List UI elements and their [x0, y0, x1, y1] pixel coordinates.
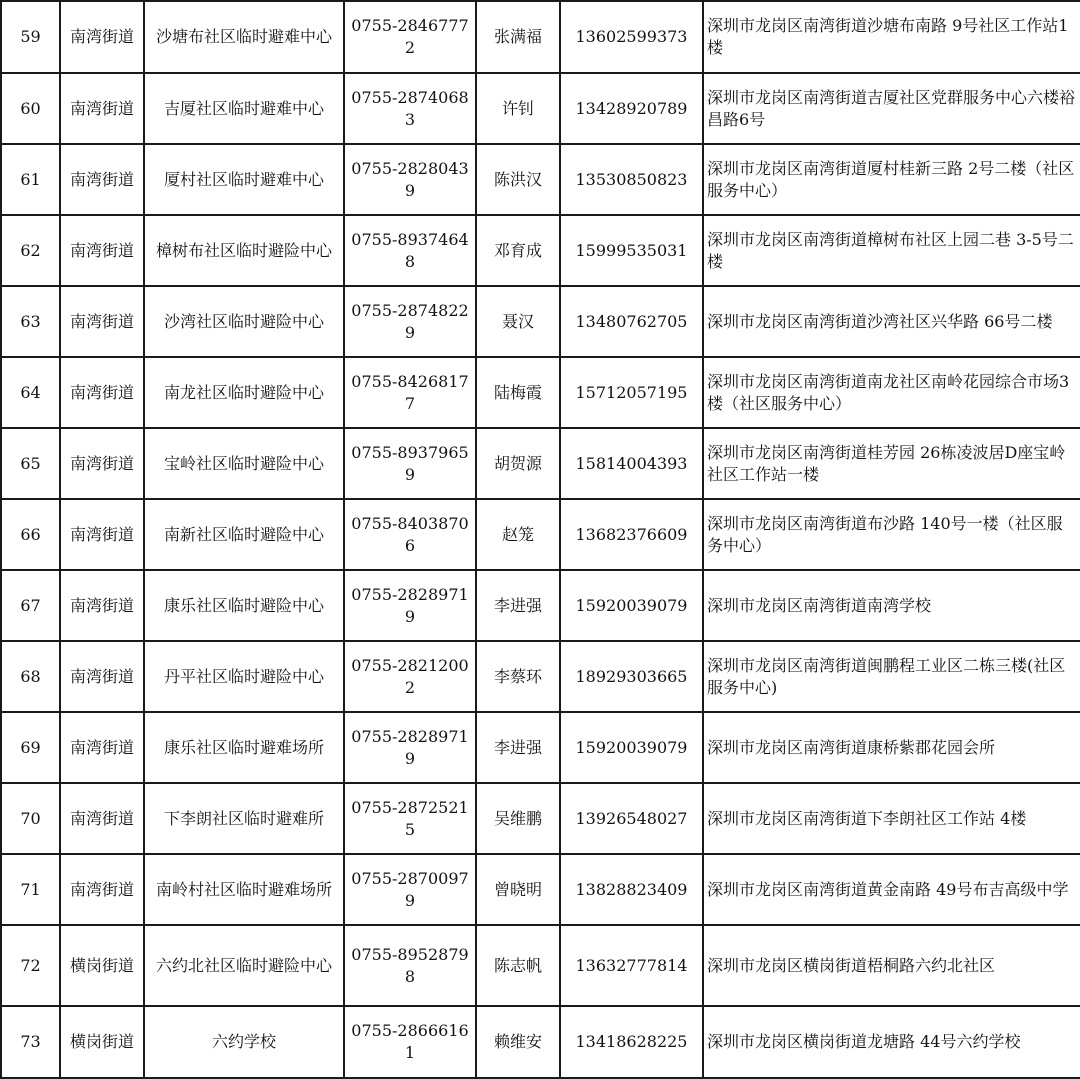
table-row	[1, 925, 1080, 1006]
mobile-phone-cell: 15712057195	[560, 357, 703, 428]
office-phone-cell: 0755-84268177	[344, 357, 476, 428]
office-phone-cell: 0755-28740683	[344, 73, 476, 144]
street-name-cell: 南湾街道	[60, 428, 144, 499]
shelter-name-cell: 南新社区临时避险中心	[144, 499, 344, 570]
mobile-phone-cell: 13530850823	[560, 144, 703, 215]
shelter-address-cell: 深圳市龙岗区南湾街道南湾学校	[703, 570, 1080, 641]
shelter-address-cell: 深圳市龙岗区横岗街道龙塘路 44号六约学校	[703, 1006, 1080, 1078]
office-phone-cell: 0755-28725215	[344, 783, 476, 854]
street-name-cell: 南湾街道	[60, 73, 144, 144]
shelter-name-cell: 南岭村社区临时避难场所	[144, 854, 344, 925]
mobile-phone-cell: 13428920789	[560, 73, 703, 144]
shelter-name-cell: 宝岭社区临时避险中心	[144, 428, 344, 499]
shelter-address-cell: 深圳市龙岗区南湾街道黄金南路 49号布吉高级中学	[703, 854, 1080, 925]
office-phone-cell: 0755-28280439	[344, 144, 476, 215]
shelter-address-cell: 深圳市龙岗区南湾街道闽鹏程工业区二栋三楼(社区服务中心)	[703, 641, 1080, 712]
row-number-cell: 65	[1, 428, 60, 499]
table-row	[1, 641, 1080, 712]
shelter-name-cell: 康乐社区临时避险中心	[144, 570, 344, 641]
street-name-cell: 横岗街道	[60, 925, 144, 1006]
contact-person-cell: 陈志帆	[476, 925, 560, 1006]
street-name-cell: 南湾街道	[60, 286, 144, 357]
mobile-phone-cell: 15999535031	[560, 215, 703, 286]
office-phone-cell: 0755-28666161	[344, 1006, 476, 1078]
contact-person-cell: 李进强	[476, 570, 560, 641]
table-row	[1, 428, 1080, 499]
office-phone-cell: 0755-84038706	[344, 499, 476, 570]
street-name-cell: 南湾街道	[60, 144, 144, 215]
mobile-phone-cell: 13418628225	[560, 1006, 703, 1078]
shelter-name-cell: 沙塘布社区临时避难中心	[144, 1, 344, 73]
mobile-phone-cell: 13602599373	[560, 1, 703, 73]
row-number-cell: 67	[1, 570, 60, 641]
row-number-cell: 70	[1, 783, 60, 854]
shelter-address-cell: 深圳市龙岗区横岗街道梧桐路六约北社区	[703, 925, 1080, 1006]
row-number-cell: 59	[1, 1, 60, 73]
shelter-name-cell: 丹平社区临时避险中心	[144, 641, 344, 712]
table-row	[1, 712, 1080, 783]
contact-person-cell: 陆梅霞	[476, 357, 560, 428]
row-number-cell: 66	[1, 499, 60, 570]
row-number-cell: 72	[1, 925, 60, 1006]
shelter-name-cell: 厦村社区临时避难中心	[144, 144, 344, 215]
contact-person-cell: 李进强	[476, 712, 560, 783]
table-row	[1, 215, 1080, 286]
table-row	[1, 1006, 1080, 1078]
contact-person-cell: 陈洪汉	[476, 144, 560, 215]
street-name-cell: 南湾街道	[60, 712, 144, 783]
contact-person-cell: 张满福	[476, 1, 560, 73]
shelter-address-cell: 深圳市龙岗区南湾街道下李朗社区工作站 4楼	[703, 783, 1080, 854]
shelter-address-cell: 深圳市龙岗区南湾街道沙塘布南路 9号社区工作站1楼	[703, 1, 1080, 73]
row-number-cell: 61	[1, 144, 60, 215]
table-row	[1, 783, 1080, 854]
row-number-cell: 69	[1, 712, 60, 783]
table-row	[1, 854, 1080, 925]
shelter-address-cell: 深圳市龙岗区南湾街道樟树布社区上园二巷 3-5号二楼	[703, 215, 1080, 286]
shelter-name-cell: 康乐社区临时避难场所	[144, 712, 344, 783]
mobile-phone-cell: 18929303665	[560, 641, 703, 712]
table-row	[1, 570, 1080, 641]
street-name-cell: 南湾街道	[60, 499, 144, 570]
contact-person-cell: 曾晓明	[476, 854, 560, 925]
shelter-name-cell: 下李朗社区临时避难所	[144, 783, 344, 854]
row-number-cell: 63	[1, 286, 60, 357]
office-phone-cell: 0755-28212002	[344, 641, 476, 712]
table-row	[1, 357, 1080, 428]
office-phone-cell: 0755-89379659	[344, 428, 476, 499]
contact-person-cell: 邓育成	[476, 215, 560, 286]
contact-person-cell: 胡贺源	[476, 428, 560, 499]
street-name-cell: 南湾街道	[60, 783, 144, 854]
street-name-cell: 南湾街道	[60, 357, 144, 428]
mobile-phone-cell: 13480762705	[560, 286, 703, 357]
mobile-phone-cell: 15920039079	[560, 570, 703, 641]
shelter-name-cell: 樟树布社区临时避险中心	[144, 215, 344, 286]
mobile-phone-cell: 13632777814	[560, 925, 703, 1006]
shelter-address-cell: 深圳市龙岗区南湾街道厦村桂新三路 2号二楼（社区服务中心）	[703, 144, 1080, 215]
shelter-address-cell: 深圳市龙岗区南湾街道桂芳园 26栋凌波居D座宝岭社区工作站一楼	[703, 428, 1080, 499]
contact-person-cell: 李蔡环	[476, 641, 560, 712]
office-phone-cell: 0755-89374648	[344, 215, 476, 286]
street-name-cell: 南湾街道	[60, 215, 144, 286]
contact-person-cell: 赖维安	[476, 1006, 560, 1078]
mobile-phone-cell: 13828823409	[560, 854, 703, 925]
contact-person-cell: 许钊	[476, 73, 560, 144]
office-phone-cell: 0755-28467772	[344, 1, 476, 73]
contact-person-cell: 聂汉	[476, 286, 560, 357]
street-name-cell: 南湾街道	[60, 854, 144, 925]
office-phone-cell: 0755-28748229	[344, 286, 476, 357]
row-number-cell: 62	[1, 215, 60, 286]
office-phone-cell: 0755-28700979	[344, 854, 476, 925]
row-number-cell: 71	[1, 854, 60, 925]
shelter-name-cell: 六约学校	[144, 1006, 344, 1078]
shelter-name-cell: 南龙社区临时避险中心	[144, 357, 344, 428]
shelter-address-cell: 深圳市龙岗区南湾街道南龙社区南岭花园综合市场3楼（社区服务中心）	[703, 357, 1080, 428]
contact-person-cell: 赵笼	[476, 499, 560, 570]
shelter-address-cell: 深圳市龙岗区南湾街道康桥紫郡花园会所	[703, 712, 1080, 783]
street-name-cell: 南湾街道	[60, 641, 144, 712]
office-phone-cell: 0755-28289719	[344, 712, 476, 783]
table-row	[1, 499, 1080, 570]
street-name-cell: 南湾街道	[60, 1, 144, 73]
office-phone-cell: 0755-28289719	[344, 570, 476, 641]
mobile-phone-cell: 15814004393	[560, 428, 703, 499]
row-number-cell: 73	[1, 1006, 60, 1078]
street-name-cell: 横岗街道	[60, 1006, 144, 1078]
shelter-name-cell: 六约北社区临时避险中心	[144, 925, 344, 1006]
shelter-name-cell: 沙湾社区临时避险中心	[144, 286, 344, 357]
table-body	[1, 1, 1080, 1078]
table-row	[1, 144, 1080, 215]
table-row	[1, 286, 1080, 357]
table-row	[1, 73, 1080, 144]
shelter-address-cell: 深圳市龙岗区南湾街道布沙路 140号一楼（社区服务中心）	[703, 499, 1080, 570]
table-row	[1, 1, 1080, 73]
mobile-phone-cell: 15920039079	[560, 712, 703, 783]
office-phone-cell: 0755-89528798	[344, 925, 476, 1006]
mobile-phone-cell: 13682376609	[560, 499, 703, 570]
row-number-cell: 64	[1, 357, 60, 428]
shelter-address-cell: 深圳市龙岗区南湾街道沙湾社区兴华路 66号二楼	[703, 286, 1080, 357]
shelter-address-cell: 深圳市龙岗区南湾街道吉厦社区党群服务中心六楼裕昌路6号	[703, 73, 1080, 144]
street-name-cell: 南湾街道	[60, 570, 144, 641]
row-number-cell: 60	[1, 73, 60, 144]
row-number-cell: 68	[1, 641, 60, 712]
shelter-name-cell: 吉厦社区临时避难中心	[144, 73, 344, 144]
mobile-phone-cell: 13926548027	[560, 783, 703, 854]
contact-person-cell: 吴维鹏	[476, 783, 560, 854]
